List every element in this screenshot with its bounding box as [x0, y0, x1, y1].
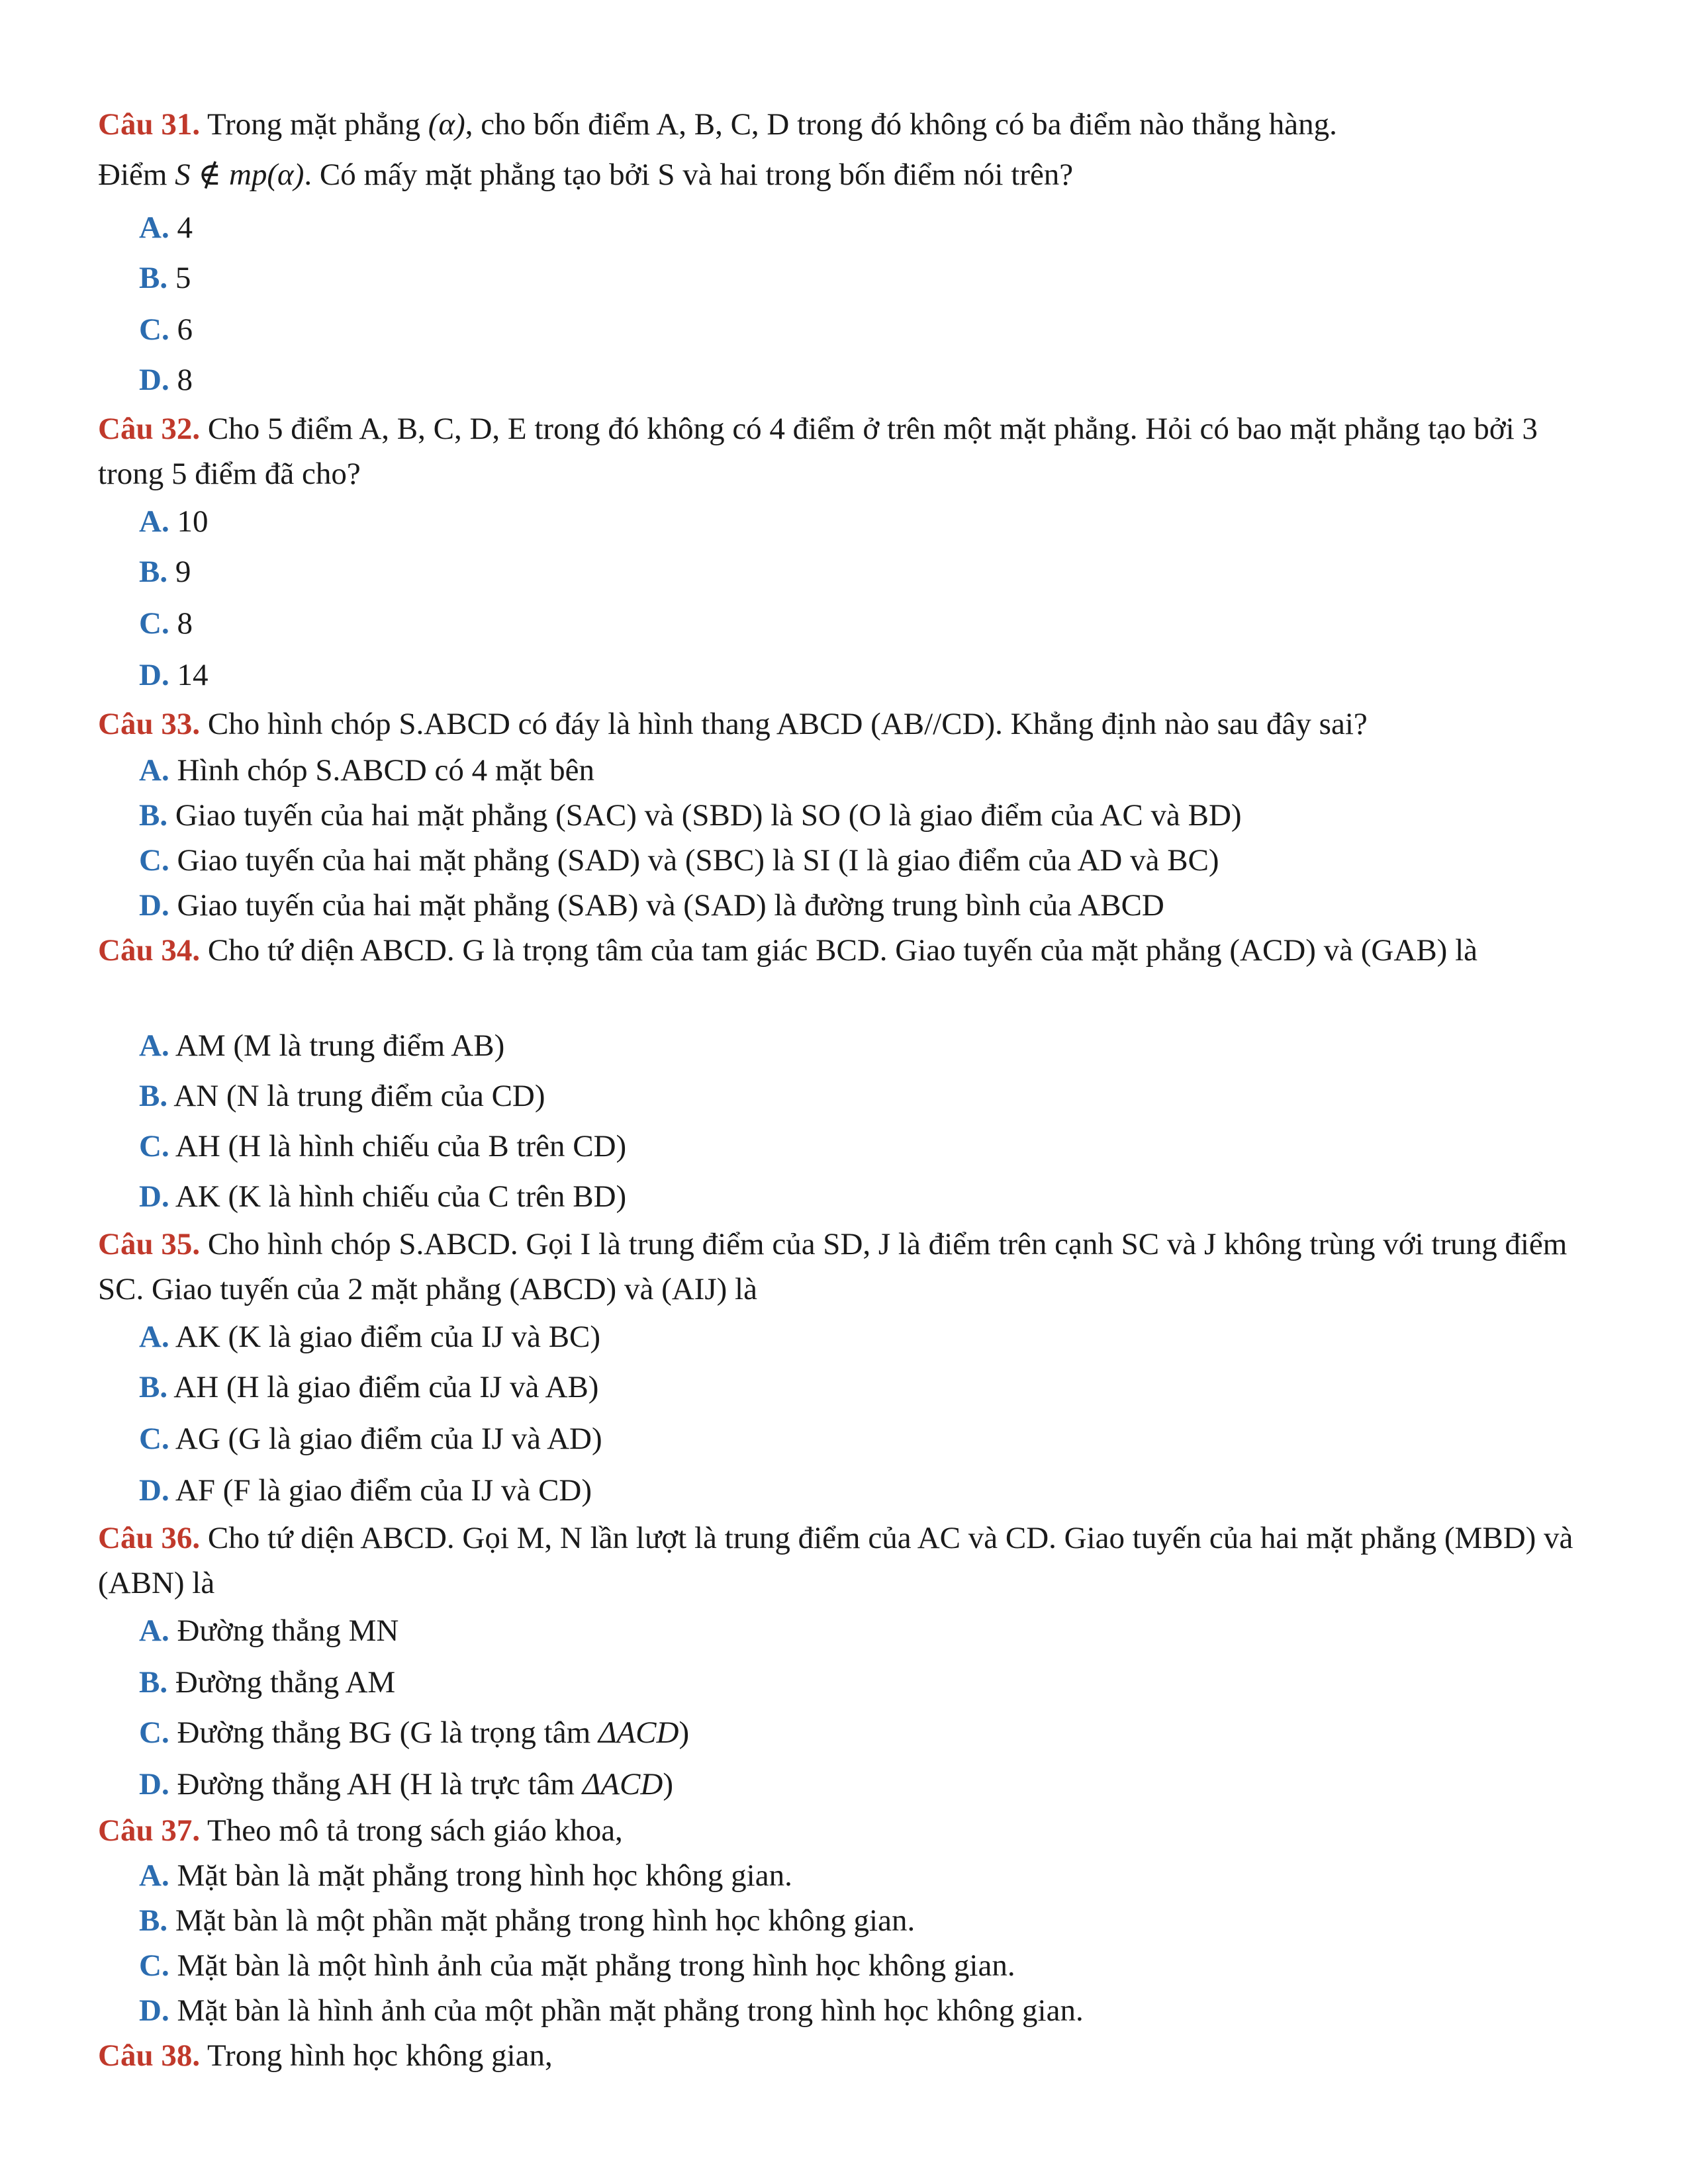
- option-key: A.: [139, 753, 169, 788]
- option-key: A.: [139, 1858, 169, 1893]
- question-text: Theo mô tả trong sách giáo khoa,: [207, 1813, 623, 1848]
- option-c: [139, 601, 193, 646]
- option-key: A.: [139, 504, 169, 539]
- option-key: A.: [139, 1614, 169, 1648]
- option-a: [139, 1023, 504, 1068]
- option-a: [139, 499, 208, 544]
- option-key: D.: [139, 363, 169, 397]
- option-key: A.: [139, 1028, 169, 1063]
- math-triangle: ΔACD: [598, 1715, 679, 1750]
- question-31: [98, 102, 1594, 147]
- option-text: Đường thẳng BG (G là trọng tâm: [177, 1715, 591, 1750]
- question-32: [98, 406, 1594, 496]
- option-key: C.: [139, 1422, 169, 1456]
- option-tail: ): [679, 1715, 690, 1750]
- option-d: [139, 1762, 673, 1807]
- math-alpha: (α): [428, 107, 465, 142]
- option-a: [139, 748, 594, 793]
- option-d: [139, 883, 1164, 928]
- question-number: Câu 37.: [98, 1813, 201, 1848]
- option-key: B.: [139, 798, 168, 833]
- option-key: D.: [139, 658, 169, 692]
- option-text: AF (F là giao điểm của IJ và CD): [175, 1473, 592, 1508]
- option-c: [139, 1416, 602, 1461]
- option-a: [139, 1853, 792, 1898]
- option-c: [139, 1943, 1015, 1988]
- option-b: [139, 549, 191, 594]
- question-number: Câu 36.: [98, 1521, 201, 1555]
- option-key: C.: [139, 1715, 169, 1750]
- question-text-cont: . Có mấy mặt phẳng tạo bởi S và hai trong bốn điểm nói trên?: [304, 158, 1074, 192]
- option-text: 5: [175, 261, 191, 295]
- option-c: [139, 1710, 689, 1755]
- option-key: D.: [139, 1179, 169, 1214]
- question-text: Trong hình học không gian,: [207, 2038, 553, 2073]
- option-text: Mặt bàn là hình ảnh của một phần mặt phẳng trong hình học không gian.: [177, 1993, 1084, 2028]
- option-d: [139, 1174, 626, 1219]
- option-c: [139, 1124, 626, 1169]
- option-text: Mặt bàn là mặt phẳng trong hình học không gian.: [177, 1858, 792, 1893]
- question-38: [98, 2033, 1594, 2078]
- option-text: 8: [177, 363, 193, 397]
- option-key: B.: [139, 1370, 168, 1404]
- option-b: [139, 793, 1242, 838]
- option-text: Đường thẳng AH (H là trực tâm: [177, 1767, 575, 1801]
- option-d: [139, 653, 208, 698]
- option-key: B.: [139, 1665, 168, 1700]
- option-key: D.: [139, 888, 169, 923]
- question-36: [98, 1516, 1594, 1606]
- option-text: AH (H là hình chiếu của B trên CD): [175, 1129, 627, 1163]
- question-37: [98, 1808, 1594, 1853]
- question-text: Trong mặt phẳng: [207, 107, 421, 142]
- question-35: [98, 1222, 1594, 1312]
- question-text: Cho hình chóp S.ABCD có đáy là hình thang ABCD (AB//CD). Khẳng định nào sau đây sai?: [207, 707, 1368, 741]
- question-number: Câu 33.: [98, 707, 201, 741]
- option-text: Đường thẳng MN: [177, 1614, 399, 1648]
- option-key: C.: [139, 1129, 169, 1163]
- option-key: A.: [139, 210, 169, 245]
- option-text: Mặt bàn là một phần mặt phẳng trong hình học không gian.: [175, 1903, 915, 1938]
- question-33: [98, 702, 1594, 747]
- option-key: C.: [139, 312, 169, 347]
- option-key: D.: [139, 1993, 169, 2028]
- option-text: 14: [177, 658, 209, 692]
- question-34: [98, 928, 1594, 973]
- option-key: D.: [139, 1767, 169, 1801]
- option-b: [139, 1073, 545, 1118]
- question-text: Cho tứ diện ABCD. Gọi M, N lần lượt là trung điểm của AC và CD. Giao tuyến của hai mặt phẳng (MBD) và (ABN) là: [98, 1521, 1573, 1600]
- option-text: AH (H là giao điểm của IJ và AB): [173, 1370, 599, 1404]
- option-text: AN (N là trung điểm của CD): [173, 1079, 545, 1113]
- option-key: C.: [139, 606, 169, 641]
- option-text: Mặt bàn là một hình ảnh của mặt phẳng trong hình học không gian.: [177, 1948, 1015, 1983]
- option-text: 6: [177, 312, 193, 347]
- option-key: B.: [139, 555, 168, 589]
- math-expression: S ∉ mp(α): [175, 158, 305, 192]
- question-text: Cho hình chóp S.ABCD. Gọi I là trung điểm của SD, J là điểm trên cạnh SC và J không trùng với trung điểm SC. Giao tuyến của 2 mặt phẳng (ABCD) và (AIJ) là: [98, 1227, 1568, 1306]
- option-b: [139, 1660, 395, 1705]
- option-text: 9: [175, 555, 191, 589]
- option-text: AG (G là giao điểm của IJ và AD): [175, 1422, 602, 1456]
- option-text: AM (M là trung điểm AB): [175, 1028, 505, 1063]
- question-number: Câu 31.: [98, 107, 201, 142]
- option-d: [139, 1468, 592, 1513]
- option-key: B.: [139, 1903, 168, 1938]
- option-a: [139, 205, 193, 250]
- question-number: Câu 35.: [98, 1227, 201, 1261]
- option-d: [139, 357, 193, 402]
- option-text: Giao tuyến của hai mặt phẳng (SAD) và (SBC) là SI (I là giao điểm của AD và BC): [177, 843, 1219, 878]
- option-text: 8: [177, 606, 193, 641]
- option-tail: ): [663, 1767, 673, 1801]
- question-number: Câu 32.: [98, 412, 201, 446]
- option-text: 10: [177, 504, 209, 539]
- option-text: 4: [177, 210, 193, 245]
- option-a: [139, 1608, 399, 1653]
- option-key: B.: [139, 1079, 168, 1113]
- option-a: [139, 1314, 600, 1359]
- question-text: Điểm: [98, 158, 167, 192]
- question-number: Câu 34.: [98, 933, 201, 968]
- question-text: Cho tứ diện ABCD. G là trọng tâm của tam giác BCD. Giao tuyến của mặt phẳng (ACD) và (GAB) là: [207, 933, 1477, 968]
- option-text: AK (K là giao điểm của IJ và BC): [175, 1320, 601, 1354]
- option-text: Hình chóp S.ABCD có 4 mặt bên: [177, 753, 594, 788]
- option-c: [139, 307, 193, 352]
- option-key: B.: [139, 261, 168, 295]
- option-key: D.: [139, 1473, 169, 1508]
- question-31-line2: [98, 152, 1594, 197]
- option-b: [139, 1365, 598, 1410]
- option-key: C.: [139, 843, 169, 878]
- option-c: [139, 838, 1219, 883]
- question-text-cont: , cho bốn điểm A, B, C, D trong đó không có ba điểm nào thẳng hàng.: [465, 107, 1337, 142]
- math-triangle: ΔACD: [582, 1767, 663, 1801]
- option-b: [139, 255, 191, 300]
- option-key: C.: [139, 1948, 169, 1983]
- option-text: Giao tuyến của hai mặt phẳng (SAB) và (SAD) là đường trung bình của ABCD: [177, 888, 1164, 923]
- option-key: A.: [139, 1320, 169, 1354]
- question-number: Câu 38.: [98, 2038, 201, 2073]
- option-text: Giao tuyến của hai mặt phẳng (SAC) và (SBD) là SO (O là giao điểm của AC và BD): [175, 798, 1242, 833]
- option-d: [139, 1988, 1084, 2033]
- option-b: [139, 1898, 915, 1943]
- option-text: AK (K là hình chiếu của C trên BD): [175, 1179, 627, 1214]
- question-text: Cho 5 điểm A, B, C, D, E trong đó không có 4 điểm ở trên một mặt phẳng. Hỏi có bao mặt phẳng tạo bởi 3 trong 5 điểm đã cho?: [98, 412, 1538, 491]
- option-text: Đường thẳng AM: [175, 1665, 396, 1700]
